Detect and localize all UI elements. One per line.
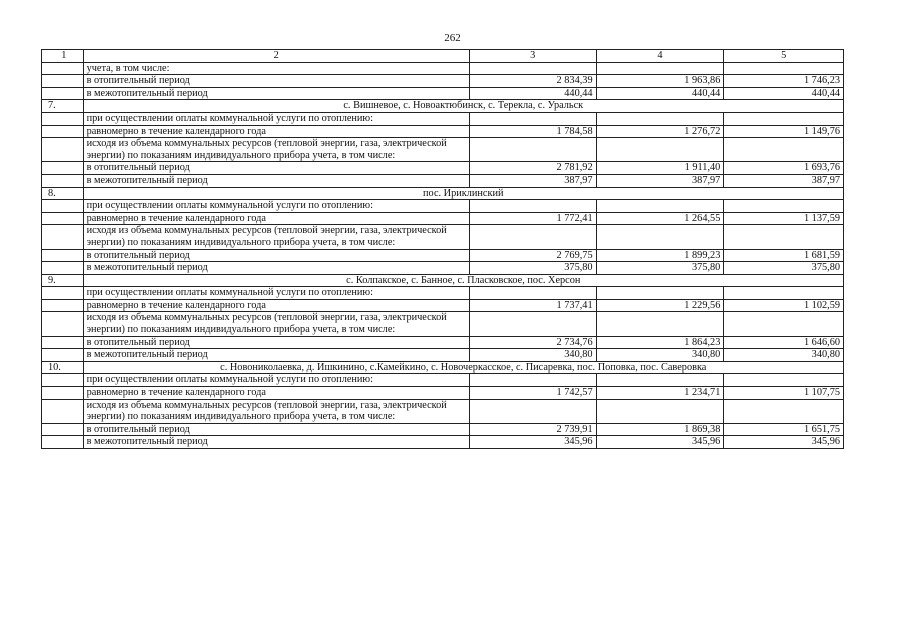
table-row bbox=[42, 262, 844, 275]
table-row bbox=[42, 112, 844, 125]
table-row bbox=[42, 62, 844, 75]
row-number-cell bbox=[42, 125, 84, 138]
table-row bbox=[42, 387, 844, 400]
value-cell-col4: 1 276,72 bbox=[596, 125, 724, 138]
column-header-2: 2 bbox=[83, 50, 469, 63]
row-label-cell: равномерно в течение календарного года bbox=[83, 212, 469, 225]
value-cell-col5: 1 681,59 bbox=[724, 249, 844, 262]
value-cell-col4: 1 963,86 bbox=[596, 75, 724, 88]
row-label-cell: исходя из объема коммунальных ресурсов (тепловой энергии, газа, электрической энергии) по показаниям индивидуального прибора учета, в том числе: bbox=[83, 225, 469, 249]
table-row bbox=[42, 336, 844, 349]
table-row bbox=[42, 287, 844, 300]
value-cell-col5: 340,80 bbox=[724, 349, 844, 362]
row-label-cell: при осуществлении оплаты коммунальной услуги по отоплению: bbox=[83, 112, 469, 125]
value-cell-col5: 1 107,75 bbox=[724, 387, 844, 400]
row-number-cell bbox=[42, 162, 84, 175]
table-row bbox=[42, 374, 844, 387]
row-label-cell: исходя из объема коммунальных ресурсов (тепловой энергии, газа, электрической энергии) по показаниям индивидуального прибора учета, в том числе: bbox=[83, 312, 469, 336]
section-number-cell: 8. bbox=[42, 187, 84, 200]
value-cell-col3: 1 784,58 bbox=[469, 125, 596, 138]
row-label-cell: равномерно в течение календарного года bbox=[83, 387, 469, 400]
row-label-cell: при осуществлении оплаты коммунальной услуги по отоплению: bbox=[83, 200, 469, 213]
value-cell-col3: 1 737,41 bbox=[469, 299, 596, 312]
value-cell-col3 bbox=[469, 287, 596, 300]
value-cell-col4: 1 234,71 bbox=[596, 387, 724, 400]
value-cell-col3 bbox=[469, 399, 596, 423]
value-cell-col3: 375,80 bbox=[469, 262, 596, 275]
table-row bbox=[42, 399, 844, 423]
value-cell-col3: 1 772,41 bbox=[469, 212, 596, 225]
row-number-cell bbox=[42, 262, 84, 275]
section-header-row bbox=[42, 274, 844, 287]
value-cell-col4 bbox=[596, 62, 724, 75]
value-cell-col5: 1 102,59 bbox=[724, 299, 844, 312]
value-cell-col3: 2 769,75 bbox=[469, 249, 596, 262]
row-number-cell bbox=[42, 436, 84, 449]
table-row bbox=[42, 249, 844, 262]
row-number-cell bbox=[42, 336, 84, 349]
row-number-cell bbox=[42, 138, 84, 162]
value-cell-col5 bbox=[724, 374, 844, 387]
value-cell-col4 bbox=[596, 399, 724, 423]
row-number-cell bbox=[42, 399, 84, 423]
value-cell-col4: 1 899,23 bbox=[596, 249, 724, 262]
section-number-cell: 9. bbox=[42, 274, 84, 287]
value-cell-col4 bbox=[596, 225, 724, 249]
row-label-cell: исходя из объема коммунальных ресурсов (тепловой энергии, газа, электрической энергии) по показаниям индивидуального прибора учета, в том числе: bbox=[83, 399, 469, 423]
row-number-cell bbox=[42, 62, 84, 75]
value-cell-col3: 440,44 bbox=[469, 87, 596, 100]
table-row bbox=[42, 349, 844, 362]
value-cell-col4 bbox=[596, 312, 724, 336]
row-label-cell: в межотопительный период bbox=[83, 262, 469, 275]
value-cell-col3 bbox=[469, 312, 596, 336]
value-cell-col5 bbox=[724, 225, 844, 249]
row-number-cell bbox=[42, 249, 84, 262]
value-cell-col4: 1 911,40 bbox=[596, 162, 724, 175]
column-header-5: 5 bbox=[724, 50, 844, 63]
table-row bbox=[42, 423, 844, 436]
row-number-cell bbox=[42, 349, 84, 362]
settlement-name-cell: с. Колпакское, с. Банное, с. Пласковское, пос. Херсон bbox=[83, 274, 843, 287]
row-number-cell bbox=[42, 200, 84, 213]
table-row bbox=[42, 436, 844, 449]
value-cell-col5: 375,80 bbox=[724, 262, 844, 275]
value-cell-col4: 1 264,55 bbox=[596, 212, 724, 225]
row-number-cell bbox=[42, 387, 84, 400]
table-row bbox=[42, 125, 844, 138]
value-cell-col5: 345,96 bbox=[724, 436, 844, 449]
table-row bbox=[42, 200, 844, 213]
row-label-cell: исходя из объема коммунальных ресурсов (тепловой энергии, газа, электрической энергии) по показаниям индивидуального прибора учета, в том числе: bbox=[83, 138, 469, 162]
row-label-cell: в межотопительный период bbox=[83, 87, 469, 100]
value-cell-col5: 1 746,23 bbox=[724, 75, 844, 88]
row-label-cell: в отопительный период bbox=[83, 75, 469, 88]
row-label-cell: равномерно в течение календарного года bbox=[83, 299, 469, 312]
value-cell-col3 bbox=[469, 200, 596, 213]
value-cell-col5 bbox=[724, 62, 844, 75]
row-number-cell bbox=[42, 174, 84, 187]
value-cell-col5: 1 646,60 bbox=[724, 336, 844, 349]
value-cell-col4 bbox=[596, 287, 724, 300]
value-cell-col5 bbox=[724, 399, 844, 423]
row-number-cell bbox=[42, 287, 84, 300]
value-cell-col5: 1 651,75 bbox=[724, 423, 844, 436]
value-cell-col4: 387,97 bbox=[596, 174, 724, 187]
value-cell-col3: 2 739,91 bbox=[469, 423, 596, 436]
column-header-3: 3 bbox=[469, 50, 596, 63]
section-header-row bbox=[42, 100, 844, 113]
value-cell-col4: 345,96 bbox=[596, 436, 724, 449]
value-cell-col3: 2 781,92 bbox=[469, 162, 596, 175]
table-row bbox=[42, 225, 844, 249]
row-label-cell: в межотопительный период bbox=[83, 436, 469, 449]
value-cell-col4: 1 864,23 bbox=[596, 336, 724, 349]
row-label-cell: в межотопительный период bbox=[83, 349, 469, 362]
table-row bbox=[42, 75, 844, 88]
row-label-cell: при осуществлении оплаты коммунальной услуги по отоплению: bbox=[83, 374, 469, 387]
value-cell-col3 bbox=[469, 62, 596, 75]
row-label-cell: учета, в том числе: bbox=[83, 62, 469, 75]
value-cell-col3 bbox=[469, 138, 596, 162]
value-cell-col4: 440,44 bbox=[596, 87, 724, 100]
row-label-cell: в отопительный период bbox=[83, 423, 469, 436]
table-row bbox=[42, 162, 844, 175]
value-cell-col5 bbox=[724, 138, 844, 162]
tariff-table bbox=[41, 49, 844, 449]
value-cell-col4 bbox=[596, 138, 724, 162]
page-number: 262 bbox=[444, 32, 461, 44]
row-label-cell: при осуществлении оплаты коммунальной услуги по отоплению: bbox=[83, 287, 469, 300]
table-row bbox=[42, 174, 844, 187]
value-cell-col3: 2 734,76 bbox=[469, 336, 596, 349]
row-number-cell bbox=[42, 75, 84, 88]
value-cell-col4: 340,80 bbox=[596, 349, 724, 362]
row-label-cell: в межотопительный период bbox=[83, 174, 469, 187]
row-number-cell bbox=[42, 212, 84, 225]
table-row bbox=[42, 312, 844, 336]
row-label-cell: в отопительный период bbox=[83, 162, 469, 175]
value-cell-col3: 387,97 bbox=[469, 174, 596, 187]
tariff-table-body bbox=[42, 50, 844, 449]
row-label-cell: равномерно в течение календарного года bbox=[83, 125, 469, 138]
value-cell-col4: 1 229,56 bbox=[596, 299, 724, 312]
settlement-name-cell: пос. Ириклинский bbox=[83, 187, 843, 200]
row-number-cell bbox=[42, 225, 84, 249]
row-label-cell: в отопительный период bbox=[83, 336, 469, 349]
value-cell-col3: 340,80 bbox=[469, 349, 596, 362]
row-number-cell bbox=[42, 87, 84, 100]
value-cell-col3 bbox=[469, 112, 596, 125]
table-row bbox=[42, 212, 844, 225]
value-cell-col5 bbox=[724, 312, 844, 336]
column-header-4: 4 bbox=[596, 50, 724, 63]
value-cell-col5: 1 149,76 bbox=[724, 125, 844, 138]
value-cell-col5 bbox=[724, 200, 844, 213]
value-cell-col5 bbox=[724, 287, 844, 300]
row-number-cell bbox=[42, 374, 84, 387]
section-number-cell: 10. bbox=[42, 361, 84, 374]
value-cell-col5: 387,97 bbox=[724, 174, 844, 187]
settlement-name-cell: с. Новониколаевка, д. Ишкинино, с.Камейкино, с. Новочеркасское, с. Писаревка, пос. Поповка, пос. Саверовка bbox=[83, 361, 843, 374]
value-cell-col4: 1 869,38 bbox=[596, 423, 724, 436]
value-cell-col3: 1 742,57 bbox=[469, 387, 596, 400]
value-cell-col3 bbox=[469, 225, 596, 249]
value-cell-col4: 375,80 bbox=[596, 262, 724, 275]
table-row bbox=[42, 299, 844, 312]
section-header-row bbox=[42, 187, 844, 200]
table-row bbox=[42, 138, 844, 162]
value-cell-col5: 440,44 bbox=[724, 87, 844, 100]
row-label-cell: в отопительный период bbox=[83, 249, 469, 262]
row-number-cell bbox=[42, 312, 84, 336]
value-cell-col5: 1 693,76 bbox=[724, 162, 844, 175]
settlement-name-cell: с. Вишневое, с. Новоактюбинск, с. Терекла, с. Уральск bbox=[83, 100, 843, 113]
value-cell-col4 bbox=[596, 112, 724, 125]
value-cell-col3: 345,96 bbox=[469, 436, 596, 449]
column-header-1: 1 bbox=[42, 50, 84, 63]
table-row bbox=[42, 87, 844, 100]
value-cell-col5 bbox=[724, 112, 844, 125]
value-cell-col4 bbox=[596, 200, 724, 213]
value-cell-col5: 1 137,59 bbox=[724, 212, 844, 225]
value-cell-col4 bbox=[596, 374, 724, 387]
row-number-cell bbox=[42, 299, 84, 312]
section-number-cell: 7. bbox=[42, 100, 84, 113]
section-header-row bbox=[42, 361, 844, 374]
row-number-cell bbox=[42, 112, 84, 125]
row-number-cell bbox=[42, 423, 84, 436]
value-cell-col3 bbox=[469, 374, 596, 387]
value-cell-col3: 2 834,39 bbox=[469, 75, 596, 88]
table-header-row bbox=[42, 50, 844, 63]
